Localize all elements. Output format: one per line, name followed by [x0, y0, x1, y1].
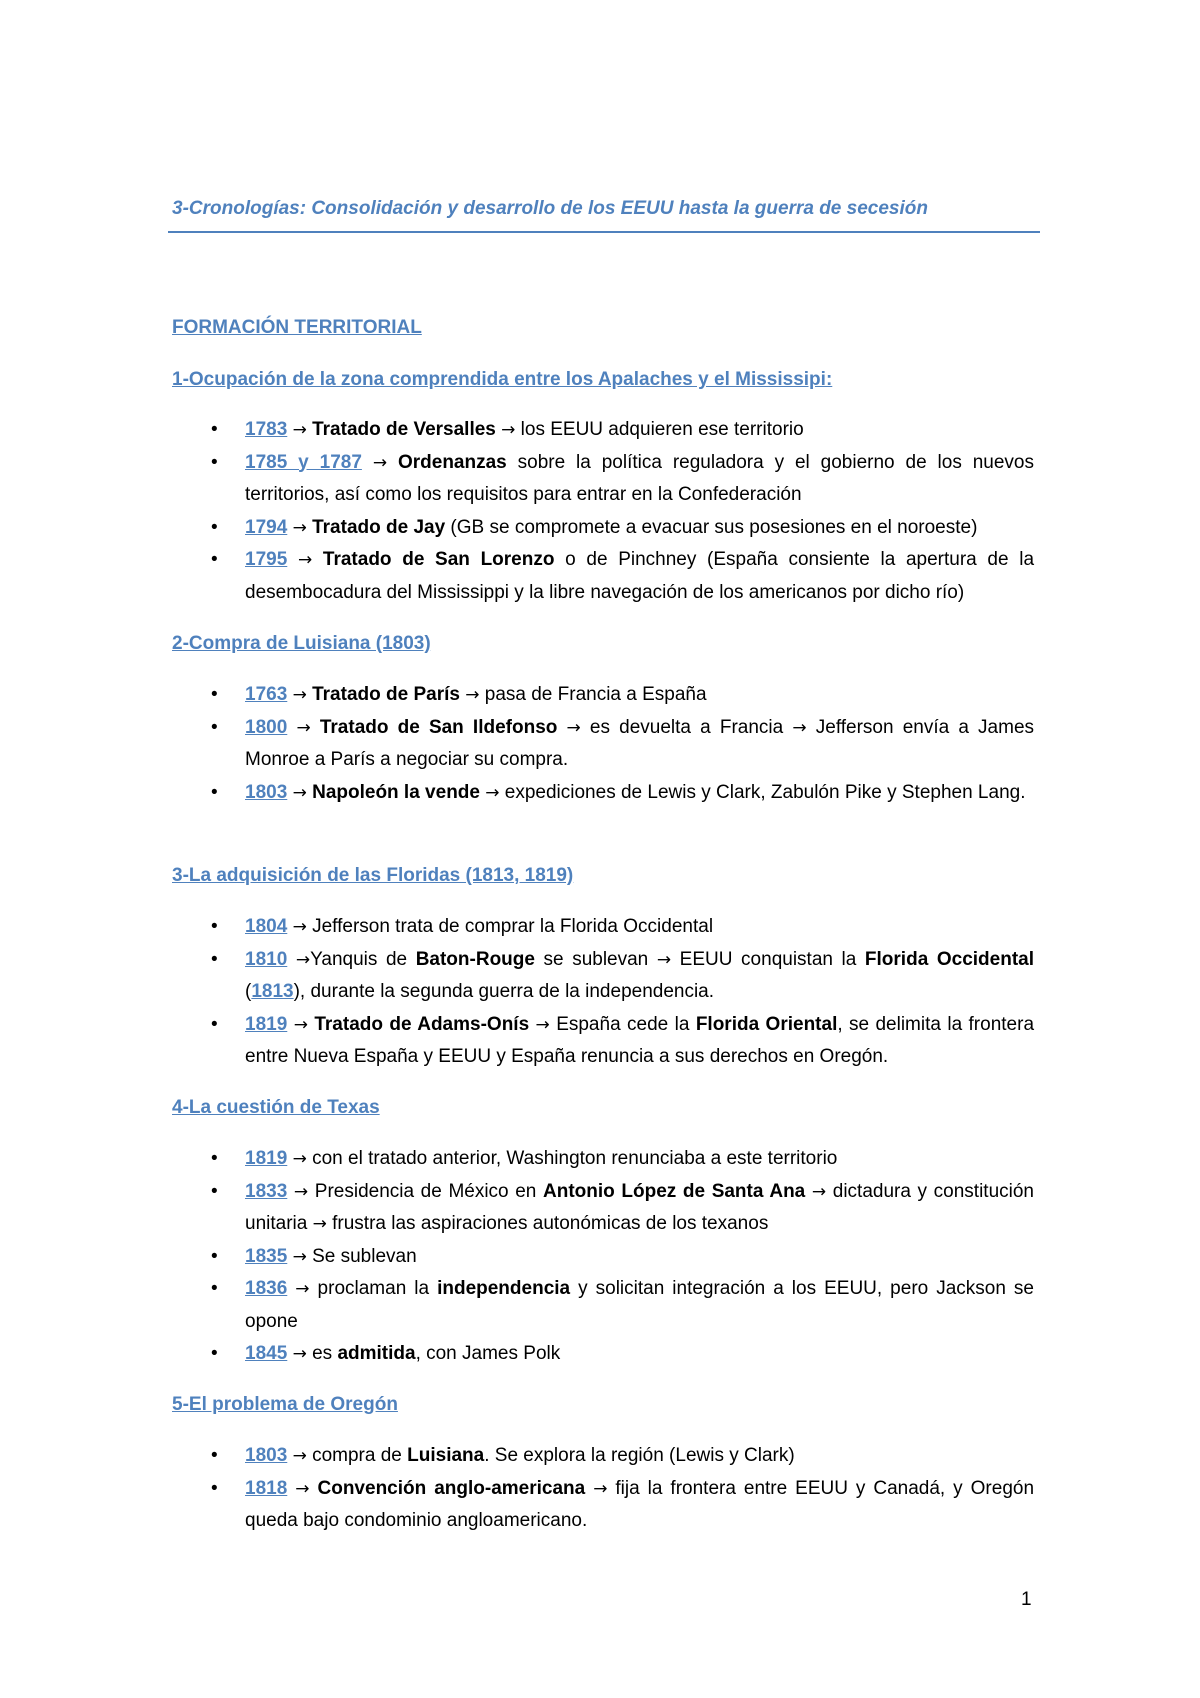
bold-text: Tratado de Versalles [312, 419, 496, 440]
text: , con James Polk [415, 1343, 561, 1364]
bullet-icon: • [211, 916, 218, 937]
text [312, 549, 323, 570]
section-heading: 4-La cuestión de Texas [172, 1097, 380, 1118]
text: Jefferson trata de comprar la Florida Occidental [306, 916, 714, 937]
section-heading: 5-El problema de Oregón [172, 1394, 398, 1415]
bold-text: Florida Occidental [864, 948, 1034, 970]
bold-text: Tratado de San Lorenzo [322, 549, 555, 570]
bold-text: Tratado de Jay [312, 516, 446, 538]
year-link[interactable]: 1835 [245, 1245, 288, 1267]
list-item [0, 1176, 1200, 1241]
bullet-list [0, 414, 1200, 609]
text [387, 452, 398, 473]
bullet-list [0, 1440, 1200, 1538]
list-item [0, 1009, 1200, 1074]
year-link[interactable]: 1785 y 1787 [245, 451, 362, 473]
arrow-right-icon: → [292, 782, 307, 803]
list-item [0, 944, 1200, 1009]
bold-text: Florida Oriental [695, 1013, 838, 1035]
text: Jefferson envía a James Monroe a París a negociar su compra. [245, 716, 1035, 770]
year-link[interactable]: 1794 [245, 516, 288, 538]
bullet-list [0, 679, 1200, 809]
text [287, 549, 298, 570]
list-item [0, 1440, 1200, 1473]
text: compra de [306, 1445, 408, 1466]
text: pasa de Francia a España [479, 684, 707, 705]
bullet-icon: • [211, 1148, 218, 1169]
text: Yanquis de [310, 948, 416, 970]
arrow-right-icon: → [372, 452, 388, 473]
document-title: 3-Cronologías: Consolidación y desarrollo de los EEUU hasta la guerra de secesión [172, 198, 928, 219]
bold-text: Convención anglo-americana [317, 1477, 586, 1499]
text [805, 1181, 812, 1202]
bullet-icon: • [211, 1343, 218, 1364]
text: . Se explora la región (Lewis y Clark) [484, 1445, 795, 1466]
bullet-list [0, 1143, 1200, 1371]
arrow-right-icon: → [296, 717, 311, 738]
bold-text: Antonio López de Santa Ana [543, 1180, 806, 1202]
title-underline-rule [168, 231, 1040, 233]
arrow-right-icon: → [811, 1181, 827, 1202]
text: proclaman la [309, 1278, 438, 1299]
section-heading: 1-Ocupación de la zona comprendida entre los Apalaches y el Mississipi: [172, 369, 833, 390]
bullet-icon: • [211, 451, 218, 473]
bold-text: Luisiana [407, 1445, 485, 1466]
text: ), durante la segunda guerra de la independencia. [293, 981, 715, 1002]
text: expediciones de Lewis y Clark, Zabulón Pike y Stephen Lang. [499, 781, 1026, 803]
text: los EEUU adquieren ese territorio [515, 419, 804, 440]
text: fija la frontera entre EEUU y Canadá, y Oregón queda bajo condominio angloamericano. [245, 1477, 1035, 1531]
text: Se sublevan [306, 1245, 417, 1267]
year-link[interactable]: 1818 [245, 1477, 288, 1499]
text: dictadura y constitución unitaria [245, 1180, 1034, 1234]
bold-text: Tratado de Adams-Onís [314, 1013, 530, 1035]
bold-text: Baton-Rouge [415, 948, 535, 970]
list-item [0, 447, 1200, 512]
arrow-right-icon: → [297, 550, 313, 570]
text [311, 717, 320, 738]
arrow-right-icon: → [292, 685, 307, 705]
list-item [0, 1241, 1200, 1274]
bullet-icon: • [211, 1278, 218, 1299]
year-link[interactable]: 1819 [245, 1148, 288, 1169]
year-link[interactable]: 1833 [245, 1180, 288, 1202]
list-item [0, 512, 1200, 545]
bold-text: Tratado de París [312, 684, 460, 705]
year-link[interactable]: 1810 [245, 948, 288, 970]
bullet-icon: • [211, 1013, 218, 1035]
year-link[interactable]: 1803 [245, 1445, 288, 1466]
bullet-icon: • [211, 684, 218, 705]
arrow-right-icon: → [292, 917, 307, 937]
bold-text: independencia [437, 1278, 571, 1299]
year-link[interactable]: 1813 [251, 981, 294, 1002]
text [557, 717, 566, 738]
list-item [0, 777, 1200, 810]
year-link[interactable]: 1800 [245, 716, 288, 738]
year-link[interactable]: 1763 [245, 684, 288, 705]
arrow-right-icon: → [293, 1014, 308, 1035]
arrow-right-icon: → [792, 717, 807, 738]
text: (GB se compromete a evacuar sus posesiones en el noroeste) [445, 516, 978, 538]
arrow-right-icon: → [295, 1279, 310, 1299]
arrow-right-icon: → [292, 420, 307, 440]
text: es [306, 1343, 338, 1364]
text: y solicitan integración a los EEUU, pero Jackson se opone [245, 1278, 1034, 1332]
arrow-right-icon: → [295, 1478, 310, 1499]
text [310, 1478, 318, 1499]
arrow-right-icon: → [535, 1014, 550, 1035]
arrow-right-icon: → [656, 949, 672, 970]
text: , se delimita la frontera entre Nueva España y EEUU y España renuncia a sus derechos en Oregón. [245, 1013, 1035, 1067]
list-item [0, 544, 1200, 609]
arrow-right-icon: → [292, 517, 307, 538]
arrow-right-icon: → [292, 1149, 307, 1169]
bullet-icon: • [211, 1477, 218, 1499]
text [585, 1478, 593, 1499]
list-item [0, 911, 1200, 944]
year-link[interactable]: 1804 [245, 916, 288, 937]
bullet-list [0, 911, 1200, 1074]
arrow-right-icon: → [566, 717, 581, 738]
text: frustra las aspiraciones autonómicas de los texanos [326, 1213, 769, 1234]
year-link[interactable]: 1803 [245, 781, 288, 803]
text: España cede la [549, 1013, 696, 1035]
text: Presidencia de México en [308, 1180, 544, 1202]
text [287, 949, 296, 970]
section-heading: 2-Compra de Luisiana (1803) [172, 633, 431, 654]
bullet-icon: • [211, 948, 218, 970]
bold-text: Ordenanzas [397, 451, 507, 473]
arrow-right-icon: → [465, 685, 480, 705]
list-item [0, 1473, 1200, 1538]
arrow-right-icon: → [593, 1478, 608, 1499]
bullet-icon: • [211, 1445, 218, 1466]
list-item [0, 414, 1200, 447]
text: con el tratado anterior, Washington renunciaba a este territorio [306, 1148, 838, 1169]
text: es devuelta a Francia [580, 716, 793, 738]
section-heading: 3-La adquisición de las Floridas (1813, 1819) [172, 865, 574, 886]
list-item [0, 1273, 1200, 1338]
arrow-right-icon: → [295, 949, 311, 970]
text: o de Pinchney (España consiente la apertura de la desembocadura del Mississippi y la libre navegación de los americanos por dicho río) [245, 549, 1035, 603]
bold-text: Napoleón la vende [312, 781, 480, 803]
arrow-right-icon: → [485, 782, 500, 803]
bullet-icon: • [211, 716, 218, 738]
bullet-icon: • [211, 781, 218, 803]
bold-text: Tratado de San Ildefonso [319, 716, 558, 738]
year-link[interactable]: 1845 [245, 1343, 288, 1364]
arrow-right-icon: → [292, 1246, 307, 1267]
text [362, 452, 373, 473]
page-number: 1 [1021, 1589, 1032, 1610]
list-item [0, 679, 1200, 712]
arrow-right-icon: → [293, 1181, 309, 1202]
bold-text: admitida [337, 1343, 416, 1364]
text: sobre la política reguladora y el gobierno de los nuevos territorios, así como los requisitos para entrar en la Confederación [245, 451, 1035, 505]
text: EEUU conquistan la [671, 948, 865, 970]
year-link[interactable]: 1819 [245, 1013, 288, 1035]
text: se sublevan [534, 948, 657, 970]
text [287, 1181, 294, 1202]
list-item [0, 712, 1200, 777]
bullet-icon: • [211, 549, 218, 570]
arrow-right-icon: → [292, 1344, 307, 1364]
year-link[interactable]: 1795 [245, 549, 288, 570]
list-item [0, 1338, 1200, 1371]
arrow-right-icon: → [292, 1446, 307, 1466]
bullet-icon: • [211, 1245, 218, 1267]
list-item [0, 1143, 1200, 1176]
year-link[interactable]: 1783 [245, 419, 288, 440]
arrow-right-icon: → [501, 420, 516, 440]
main-heading: FORMACIÓN TERRITORIAL [172, 317, 422, 338]
year-link[interactable]: 1836 [245, 1278, 288, 1299]
bullet-icon: • [211, 1180, 218, 1202]
bullet-icon: • [211, 516, 218, 538]
arrow-right-icon: → [312, 1214, 327, 1234]
bullet-icon: • [211, 419, 218, 440]
text: ( [245, 981, 252, 1002]
